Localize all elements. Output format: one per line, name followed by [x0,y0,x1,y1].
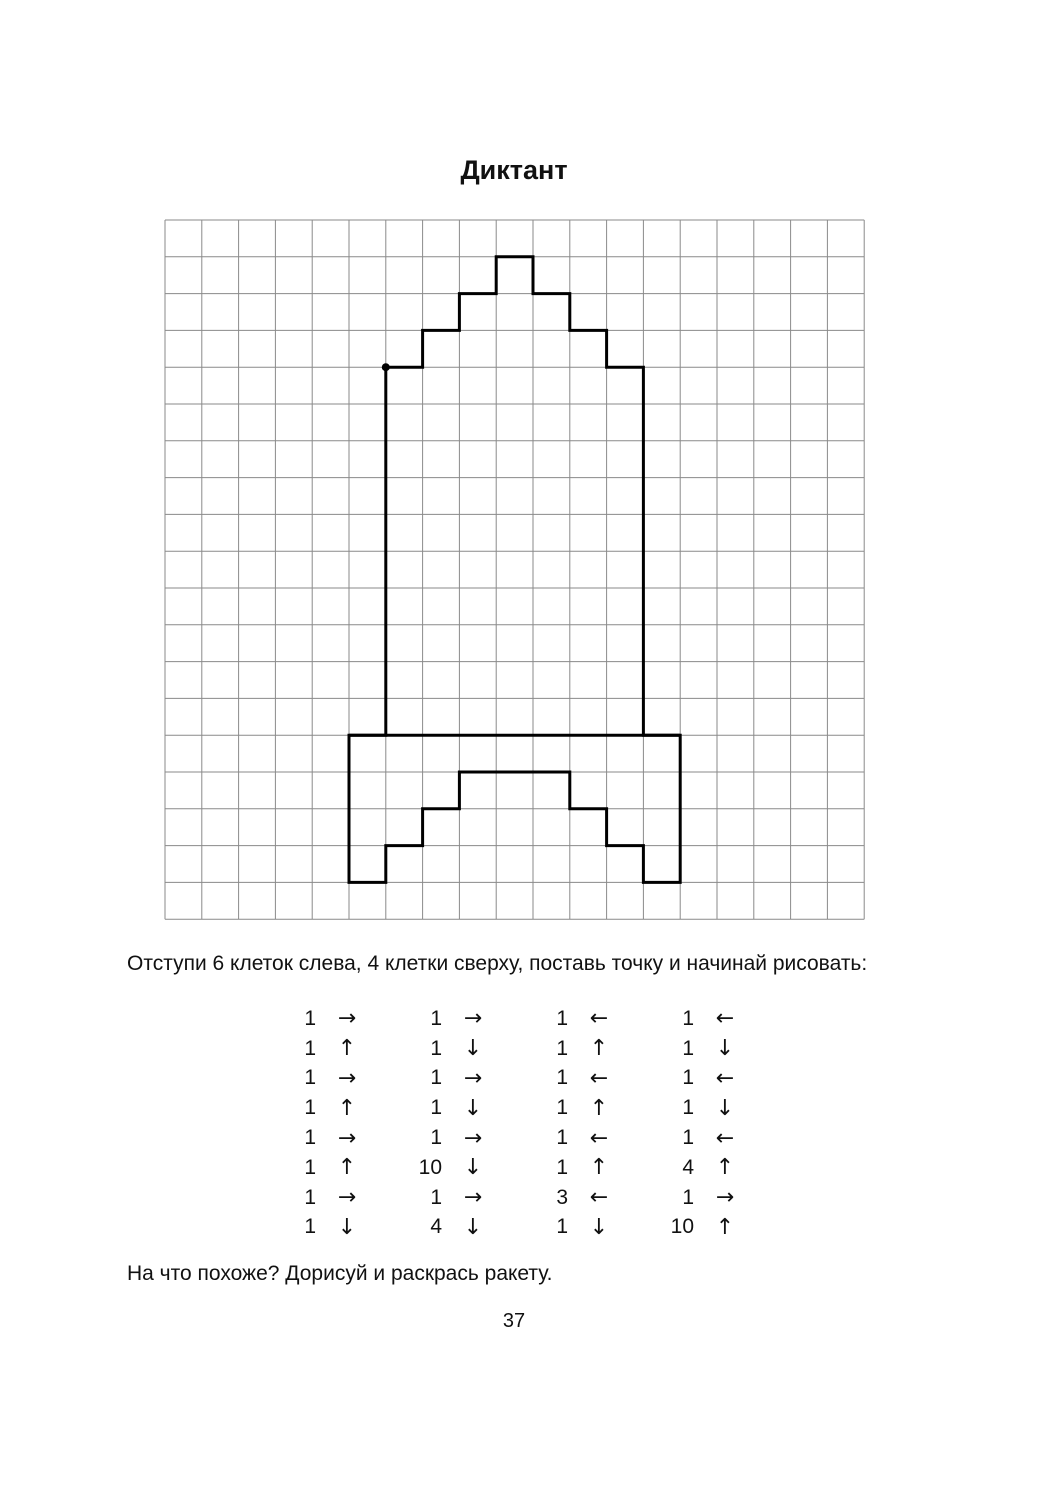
command-item [270,1153,396,1183]
command-count: 1 [304,1155,316,1179]
command-count: 1 [304,1215,316,1239]
arrow-right-icon: → [715,1185,735,1211]
command-count: 1 [304,1006,316,1030]
arrow-up-icon: ↑ [337,1155,357,1181]
arrow-up-icon: ↑ [715,1214,735,1240]
command-item [270,1064,396,1094]
arrow-left-icon: ← [589,1185,609,1211]
command-item [648,1213,774,1243]
rocket-outline [349,257,680,883]
command-count: 1 [682,1185,694,1209]
command-count: 1 [430,1006,442,1030]
command-count: 10 [670,1215,694,1239]
command-item [522,1183,648,1213]
command-count: 4 [430,1215,442,1239]
command-item [396,1034,522,1064]
command-count: 1 [556,1096,568,1120]
command-item [270,1213,396,1243]
arrow-right-icon: → [337,1065,357,1091]
arrow-right-icon: → [337,1185,357,1211]
command-count: 1 [556,1006,568,1030]
command-item [396,1123,522,1153]
command-item [648,1093,774,1123]
command-count: 1 [682,1066,694,1090]
arrow-right-icon: → [463,1065,483,1091]
command-item [648,1123,774,1153]
command-item [648,1064,774,1094]
command-item [270,1183,396,1213]
arrow-right-icon: → [337,1125,357,1151]
command-item [522,1034,648,1064]
command-count: 3 [556,1185,568,1209]
arrow-right-icon: → [337,1006,357,1032]
command-count: 1 [430,1185,442,1209]
command-count: 1 [304,1126,316,1150]
command-item [522,1064,648,1094]
arrow-down-icon: ↓ [463,1036,483,1062]
arrow-left-icon: ← [589,1125,609,1151]
command-count: 1 [304,1036,316,1060]
command-item [270,1034,396,1064]
command-item [396,1093,522,1123]
command-count: 1 [556,1215,568,1239]
command-item [522,1004,648,1034]
command-count: 1 [304,1185,316,1209]
command-item [522,1123,648,1153]
command-count: 1 [304,1096,316,1120]
arrow-left-icon: ← [715,1065,735,1091]
arrow-left-icon: ← [589,1006,609,1032]
command-item [648,1004,774,1034]
arrow-up-icon: ↑ [337,1036,357,1062]
arrow-down-icon: ↓ [463,1155,483,1181]
arrow-right-icon: → [463,1185,483,1211]
arrow-right-icon: → [463,1125,483,1151]
command-count: 1 [682,1096,694,1120]
command-count: 1 [556,1036,568,1060]
command-item [396,1064,522,1094]
arrow-up-icon: ↑ [589,1155,609,1181]
arrow-left-icon: ← [715,1125,735,1151]
command-count: 1 [682,1036,694,1060]
arrow-down-icon: ↓ [715,1095,735,1121]
command-count: 1 [556,1066,568,1090]
command-item [396,1004,522,1034]
command-item [396,1213,522,1243]
command-count: 1 [556,1126,568,1150]
arrow-up-icon: ↑ [589,1036,609,1062]
page-title: Диктант [460,155,568,185]
command-count: 1 [556,1155,568,1179]
command-count: 1 [682,1126,694,1150]
command-item [522,1213,648,1243]
arrow-down-icon: ↓ [463,1095,483,1121]
arrow-down-icon: ↓ [589,1214,609,1240]
arrow-down-icon: ↓ [463,1214,483,1240]
command-item [396,1183,522,1213]
command-item [522,1093,648,1123]
arrow-down-icon: ↓ [337,1214,357,1240]
question-text: На что похоже? Дорисуй и раскрась ракету. [127,1262,553,1285]
command-item [648,1034,774,1064]
arrow-up-icon: ↑ [715,1155,735,1181]
command-item [522,1153,648,1183]
instruction-text: Отступи 6 клеток слева, 4 клетки сверху, поставь точку и начинай рисовать: [127,952,868,975]
command-count: 1 [682,1006,694,1030]
command-table [270,1004,774,1242]
command-count: 1 [430,1036,442,1060]
arrow-up-icon: ↑ [337,1095,357,1121]
command-count: 1 [430,1096,442,1120]
grid-lines [165,220,864,919]
arrow-left-icon: ← [715,1006,735,1032]
command-count: 1 [304,1066,316,1090]
arrow-left-icon: ← [589,1065,609,1091]
arrow-right-icon: → [463,1006,483,1032]
command-item [270,1093,396,1123]
start-point [382,363,390,371]
command-item [648,1153,774,1183]
page-number: 37 [502,1310,526,1332]
command-count: 1 [430,1126,442,1150]
command-item [396,1153,522,1183]
arrow-up-icon: ↑ [589,1095,609,1121]
command-item [648,1183,774,1213]
arrow-down-icon: ↓ [715,1036,735,1062]
command-item [270,1123,396,1153]
command-count: 10 [418,1155,442,1179]
command-count: 4 [682,1155,694,1179]
command-item [270,1004,396,1034]
command-count: 1 [430,1066,442,1090]
